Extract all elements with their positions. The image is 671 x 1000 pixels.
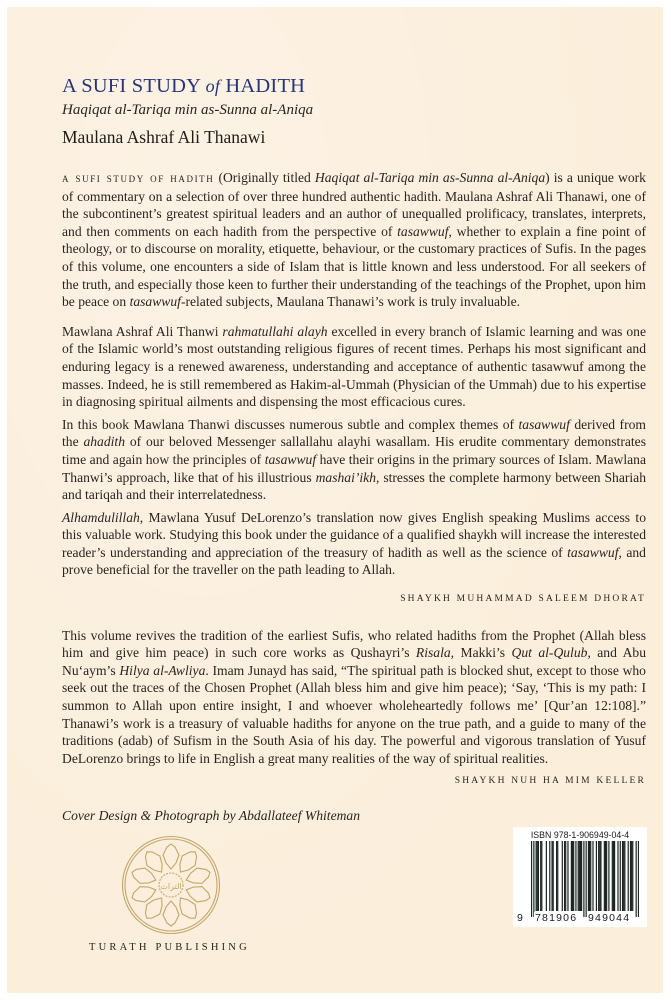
blurb-paragraph-3	[62, 416, 646, 504]
text-run: Mawlana Ashraf Ali Thanwi	[62, 323, 223, 339]
lead-small-caps: a sufi study of hadith	[62, 171, 215, 185]
logo-petal	[130, 865, 159, 888]
logo-petal	[174, 847, 202, 877]
barcode-bar	[553, 841, 554, 911]
blurb-paragraph-2	[62, 323, 646, 411]
barcode-bar	[638, 841, 639, 917]
barcode-bar	[564, 841, 565, 911]
cover-credit: Cover Design & Photograph by Abdallateef Whiteman	[62, 808, 361, 823]
italic-run: ahadith	[83, 434, 125, 450]
barcode-bar	[573, 841, 574, 911]
italic-run: tasawwuf	[264, 451, 317, 467]
barcode-bar	[556, 841, 557, 911]
text-run: , whether to explain a fine point of theology, or to discourse on morality, etiquette, behaviour, or the customary practices of Sufis. In the pages of this volume, one encounters a side of Islam that is little known and less understood. For all seekers of the truth, and especially those keen to further their understanding of the teachings of the Prophet, upon him be peace on	[62, 223, 646, 310]
isbn-label: ISBN 978-1-906949-04-4	[530, 830, 630, 840]
barcode-bar	[557, 841, 558, 911]
title-of: of	[205, 76, 221, 96]
barcode-bar	[613, 841, 614, 911]
text-run: , Makki’s	[450, 645, 512, 661]
barcode-group-2: 949044	[588, 912, 631, 924]
blurb-paragraph-1	[62, 169, 646, 311]
barcode-bar	[589, 841, 590, 911]
barcode-bar	[600, 841, 601, 911]
barcode-bar	[578, 841, 579, 911]
barcode-bar	[608, 841, 609, 911]
barcode-bar	[541, 841, 542, 911]
title-part-2: HADITH	[225, 75, 306, 97]
barcode-bar	[575, 841, 576, 911]
text-run: (Originally titled	[214, 170, 315, 185]
barcode-bar	[612, 841, 613, 911]
isbn-barcode	[513, 827, 647, 927]
blurb-paragraph-4	[62, 509, 646, 579]
barcode-bar	[628, 841, 629, 911]
barcode-bar	[632, 841, 633, 911]
text-run: derived from the	[62, 416, 646, 450]
arabesque-roundel-logo-icon	[121, 835, 221, 935]
barcode-bar	[630, 841, 631, 911]
publisher-name: TURATH PUBLISHING	[89, 942, 250, 953]
text-run: This volume revives the tradition of the earliest Sufis, who related hadiths from the Prophet (Allah bless him and give him peace) in such core works as Qushayri’s	[62, 627, 646, 661]
text-run: , and prove beneficial for the traveller on the path leading to Allah.	[62, 544, 646, 578]
logo-petal	[184, 865, 213, 888]
italic-run: tasawwuf	[518, 416, 570, 432]
logo-petal	[163, 844, 179, 869]
logo-petal	[184, 882, 213, 905]
barcode-group-1: 781906	[535, 912, 578, 924]
barcode-bar	[598, 841, 599, 911]
barcode-bar	[623, 841, 624, 911]
barcode-bar	[599, 841, 600, 911]
barcode-bar	[606, 841, 607, 911]
barcode-bar	[586, 841, 587, 917]
book-back-cover	[7, 7, 663, 993]
barcode-bar	[579, 841, 580, 911]
text-run: ) is a unique work of commentary on a selection of over three hundred authentic hadith. Maulana Ashraf Ali Thanawi, one of the subcontinent’s greatest spiritual leaders and an author of unequalled prolificacy, translates, interprets, and then comments on each hadith from the perspective of	[62, 170, 646, 239]
barcode-bar	[624, 841, 625, 911]
logo-arabic-text: التراث	[160, 882, 182, 891]
endorser-signature-2: SHAYKH NUH HA MIM KELLER	[454, 776, 646, 787]
barcode-bar	[636, 841, 637, 917]
text-run: have their origins in the primary sources of Islam. Mawlana Thanwi’s approach, like that of his illustrious	[62, 451, 646, 485]
italic-run: tasawwuf	[129, 294, 181, 310]
barcode-bar	[590, 841, 591, 911]
italic-run: tasawwuf	[567, 544, 619, 560]
barcode-bar	[533, 841, 534, 917]
barcode-bar	[581, 841, 582, 911]
book-author: Maulana Ashraf Ali Thanawi	[62, 127, 266, 147]
barcode-bar	[536, 841, 537, 911]
title-part-1: A SUFI STUDY	[62, 75, 201, 97]
barcode-bar	[605, 841, 606, 911]
logo-petal	[140, 893, 168, 923]
italic-run: Qut al-Qulub	[511, 645, 588, 661]
logo-petal	[174, 893, 202, 923]
italic-run: Alhamdulillah	[62, 509, 140, 525]
book-subtitle: Haqiqat al-Tariqa min as-Sunna al-Aniqa	[62, 102, 314, 118]
text-run: , Mawlana Yusuf DeLorenzo’s translation now gives English speaking Muslims access to this valuable work. Studying this book under the guidance of a qualified shaykh will increase the interested reader’s understanding and appreciation of the treasury of hadith as well as the science of	[62, 509, 646, 560]
logo-petal	[140, 847, 168, 877]
barcode-bar	[622, 841, 623, 911]
blurb-paragraph-5	[62, 627, 646, 768]
barcode-bar	[537, 841, 538, 911]
barcode-bar	[631, 841, 632, 911]
italic-run: Hilya al-Awliya	[119, 662, 206, 678]
barcode-bar	[588, 841, 589, 911]
text-run: , stresses the complete harmony between Shariah and tariqah and their interrelatedness.	[62, 469, 646, 503]
italic-run: mashai’ikh	[315, 469, 376, 485]
barcode-bar	[562, 841, 563, 911]
barcode-bar	[580, 841, 581, 911]
barcode-first-digit: 9	[517, 912, 525, 924]
barcode-bar	[620, 841, 621, 911]
barcode-bar	[549, 841, 550, 911]
barcode-bar	[540, 841, 541, 911]
text-run: -related subjects, Maulana Thanawi’s work is truly invaluable.	[180, 294, 521, 310]
barcode-bar	[592, 841, 593, 911]
barcode-bars-icon	[531, 841, 639, 917]
text-run: of our beloved Messenger sallallahu alayhi wasallam. His erudite commentary demonstrates time and again how the principles of	[62, 434, 646, 467]
logo-petal	[163, 901, 179, 926]
barcode-bar	[583, 841, 584, 917]
barcode-bar	[567, 841, 568, 911]
italic-run: rahmatullahi alayh	[222, 323, 328, 339]
book-title	[62, 75, 305, 98]
barcode-bar	[614, 841, 615, 911]
italic-run: tasawwuf	[397, 223, 449, 239]
italic-run: Haqiqat al-Tariqa min as-Sunna al-Aniqa	[314, 170, 546, 185]
barcode-bar	[596, 841, 597, 911]
barcode-bar	[565, 841, 566, 911]
text-run: In this book Mawlana Thanwi discusses numerous subtle and complex themes of	[62, 416, 519, 432]
logo-petal	[130, 882, 159, 905]
barcode-bar	[538, 841, 539, 911]
text-run: , and Abu Nu‘aym’s	[62, 645, 646, 678]
text-run: excelled in every branch of Islamic learning and was one of the Islamic world’s most outstanding religious figures of recent times. Perhaps his most significant and enduring legacy is a renewed awareness, understanding and acceptance of authentic tasawwuf among the masses. Indeed, he is still remembered as Hakim-al-Ummah (Physician of the Ummah) due to his expertise in diagnosing spiritual ailments and dispensing the most efficacious cures.	[62, 323, 647, 410]
barcode-bar	[572, 841, 573, 911]
text-run: . Imam Junayd has said, “The spiritual path is blocked shut, except to those who seek out the traces of the Chosen Prophet (Allah bless him and give him peace); ‘Say, ‘This is my path: I summon to Allah upon entire insight, I and whoever wholeheartedly follows me’ [Qur’an 12:108].” Thanawi’s work is a treasury of valuable hadiths for anyone on the true path, and a guide to many of the traditions (adab) of Sufism in the South Asia of his day. The powerful and vigorous translation of Yusuf DeLorenzo brings to life in English a great many realities of the way of spiritual realities.	[62, 662, 646, 766]
barcode-bar	[551, 841, 552, 911]
endorser-signature-1: SHAYKH MUHAMMAD SALEEM DHORAT	[400, 594, 646, 605]
barcode-bar	[531, 841, 532, 917]
barcode-bar	[546, 841, 547, 911]
blurb-body	[62, 169, 646, 825]
barcode-bar	[617, 841, 618, 911]
barcode-bar	[571, 841, 572, 911]
barcode-bar	[604, 841, 605, 911]
italic-run: Risala	[415, 645, 451, 661]
